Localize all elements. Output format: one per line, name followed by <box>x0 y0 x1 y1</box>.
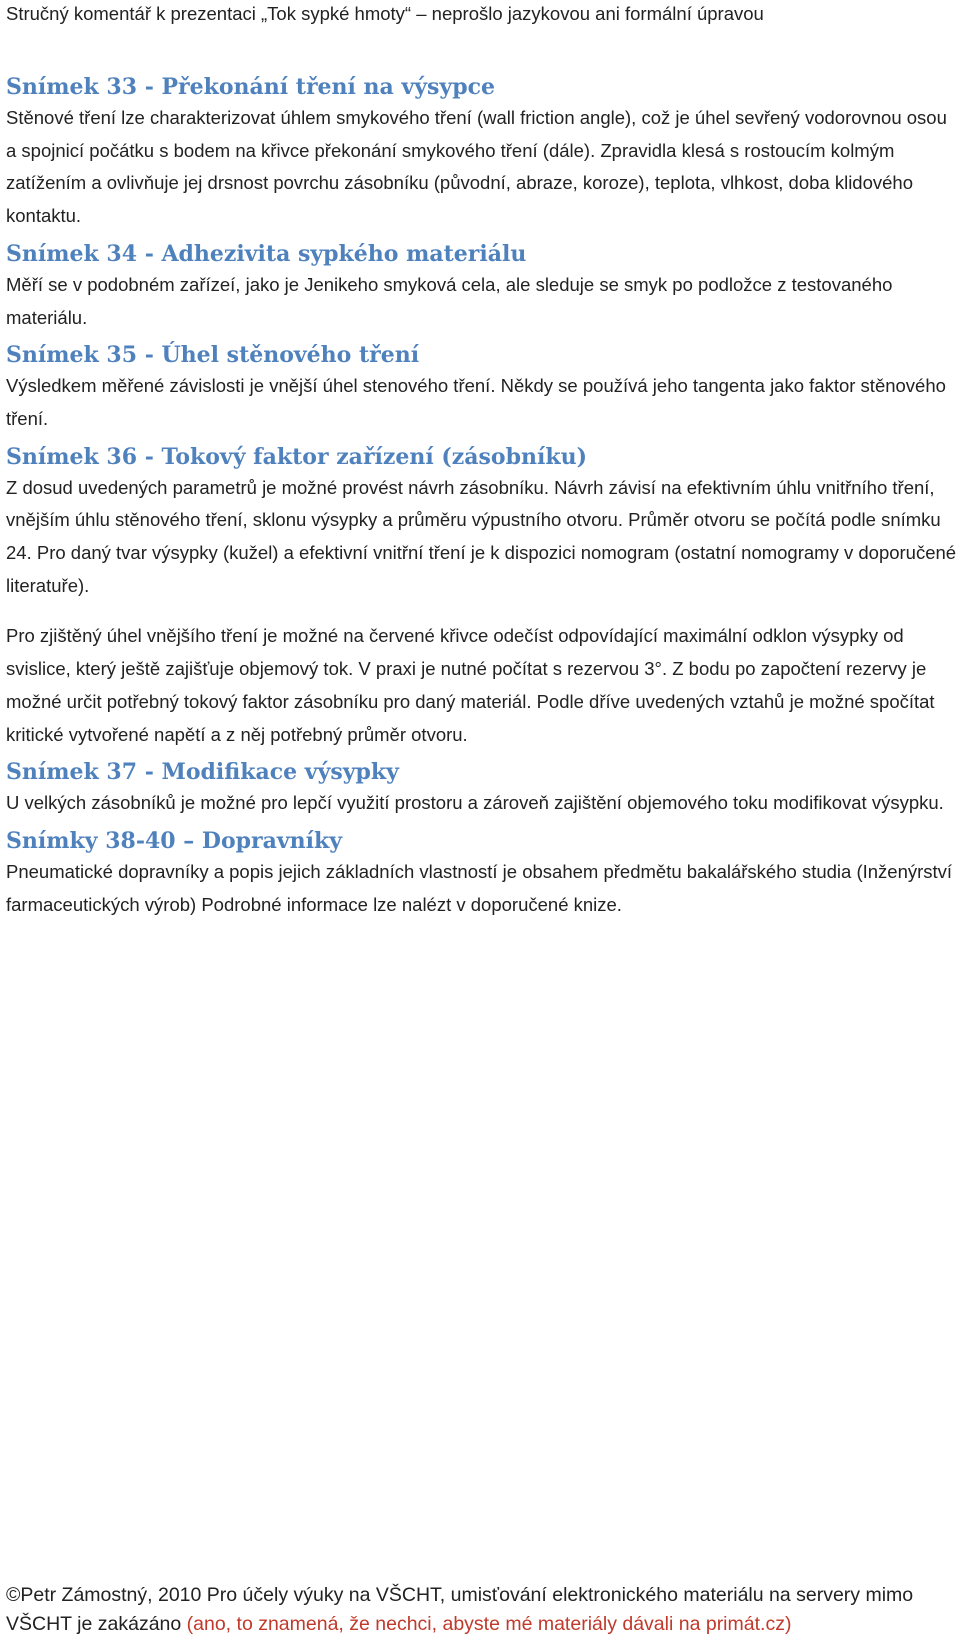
section-heading: Snímek 35 - Úhel stěnového tření <box>6 342 420 369</box>
section-slide-37 <box>6 757 960 820</box>
section-paragraph: Pro zjištěný úhel vnějšího tření je možné na červené křivce odečíst odpovídající maximální odklon výsypky od svislice, který ještě zajišťuje objemový tok. V praxi je nutné počítat s rezervou 3°. Z bodu po započtení rezervy je možné určit potřebný tokový faktor zásobníku pro daný materiál. Podle dříve uvedených vztahů je možné spočítat kritické vytvořené napětí a z něj potřebný průměr otvoru. <box>6 625 935 745</box>
document-body <box>6 72 960 921</box>
footer-copyright: ©Petr Zámostný, 2010 Pro účely výuky na VŠCHT, umisťování elektronického materiálu na servery mimo VŠCHT je zakázáno <box>6 1584 914 1635</box>
section-paragraph: Pneumatické dopravníky a popis jejich základních vlastností je obsahem předmětu bakalářského studia (Inženýrství farmaceutických výrob) Podrobné informace lze nalézt v doporučené knize. <box>6 860 953 915</box>
page-header: Stručný komentář k prezentaci „Tok sypké hmoty“ – neprošlo jazykovou ani formální úpravou <box>6 3 764 24</box>
section-heading: Snímek 33 - Překonání tření na výsypce <box>6 74 495 100</box>
section-slide-36 <box>6 442 960 752</box>
section-paragraph: Stěnové tření lze charakterizovat úhlem smykového tření (wall friction angle), což je úhel sevřený vodorovnou osou a spojnicí počátku s bodem na křivce překonání smykového tření (dále). Zpravidla klesá s rostoucím kolmým zatížením a ovlivňuje jej drsnost povrchu zásobníku (původní, abraze, koroze), teplota, vlhkost, doba klidového kontaktu. <box>6 107 947 227</box>
page-footer <box>6 1581 956 1639</box>
section-heading: Snímek 37 - Modifikace výsypky <box>6 759 399 786</box>
section-slide-35 <box>6 340 960 435</box>
section-heading: Snímek 36 - Tokový faktor zařízení (zásobníku) <box>6 443 587 470</box>
section-paragraph: Měří se v podobném zařízeí, jako je Jenikeho smyková cela, ale sleduje se smyk po podložce z testovaného materiálu. <box>6 273 893 328</box>
section-slides-38-40 <box>6 826 960 921</box>
footer-highlight: (ano, to znamená, že nechci, abyste mé materiály dávali na primát.cz) <box>186 1613 792 1635</box>
section-heading: Snímky 38-40 – Dopravníky <box>6 827 343 854</box>
section-paragraph: Výsledkem měřené závislosti je vnější úhel stenového tření. Někdy se používá jeho tangenta jako faktor stěnového tření. <box>6 375 946 429</box>
section-slide-34 <box>6 239 960 334</box>
section-heading: Snímek 34 - Adhezivita sypkého materiálu <box>6 240 527 267</box>
section-slide-33 <box>6 72 960 233</box>
section-paragraph: U velkých zásobníků je možné pro lepčí využití prostoru a zároveň zajištění objemového toku modifikovat výsypku. <box>6 792 944 814</box>
section-paragraph: Z dosud uvedených parametrů je možné provést návrh zásobníku. Návrh závisí na efektivním úhlu vnitřního tření, vnějším úhlu stěnového tření, sklonu výsypky a průměru výpustního otvoru. Průměr otvoru se počítá podle snímku 24. Pro daný tvar výsypky (kužel) a efektivní vnitřní tření je k dispozici nomogram (ostatní nomogramy v doporučené literatuře). <box>6 476 957 596</box>
